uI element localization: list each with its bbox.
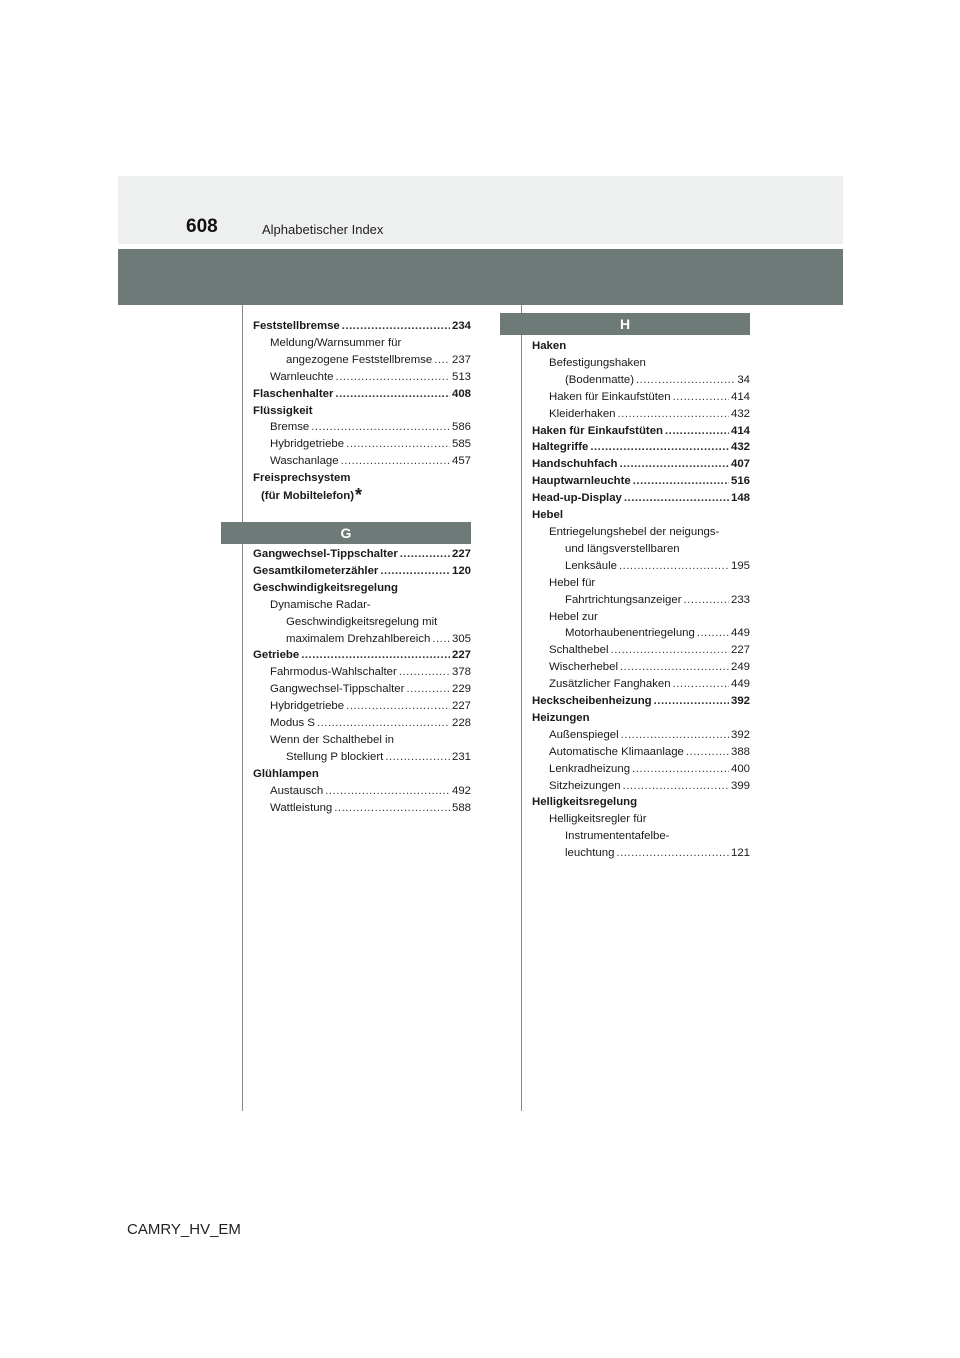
- index-page-number: 432: [730, 441, 750, 454]
- index-entry-text: Fahrmodus-Wahlschalter: [270, 666, 397, 679]
- index-entry[interactable]: [532, 389, 750, 406]
- dot-leader: [311, 419, 450, 436]
- left-column-rule: [242, 305, 243, 1111]
- dot-leader: [406, 681, 450, 698]
- index-entry[interactable]: [253, 386, 471, 403]
- index-entry-text: Freisprechsystem: [253, 472, 351, 485]
- index-entry[interactable]: [253, 715, 471, 732]
- index-entry-text: Heizungen: [532, 711, 590, 724]
- index-page-number: 392: [730, 695, 750, 708]
- index-entry[interactable]: [532, 490, 750, 507]
- index-entry-text: Sitzheizungen: [549, 779, 621, 792]
- dot-leader: [633, 473, 729, 490]
- index-entry-text: Hybridgetriebe: [270, 438, 345, 451]
- index-entry-text: Flüssigkeit: [253, 404, 313, 417]
- index-entry[interactable]: [532, 811, 750, 828]
- index-page-number: 408: [451, 387, 471, 400]
- dot-leader: [616, 845, 729, 862]
- index-entry[interactable]: [532, 338, 750, 355]
- index-page-number: 231: [451, 750, 471, 763]
- index-entry-text: Modus S: [270, 717, 315, 730]
- dot-leader: [341, 453, 450, 470]
- index-page-number: 513: [451, 370, 471, 383]
- index-entry-text: Wischerhebel: [549, 661, 619, 674]
- index-entry-text: Flaschenhalter: [253, 387, 334, 400]
- index-page-number: 227: [451, 649, 471, 662]
- index-entry-text: Schalthebel: [549, 644, 609, 657]
- index-page-number: 121: [730, 847, 750, 860]
- index-entry[interactable]: [532, 744, 750, 761]
- index-entry-text: Befestigungshaken: [549, 356, 646, 369]
- dot-leader: [342, 318, 450, 335]
- index-page-number: 400: [730, 762, 750, 775]
- dot-leader: [697, 625, 729, 642]
- index-entry-text: Handschuhfach: [532, 458, 618, 471]
- index-page-number: 407: [730, 458, 750, 471]
- index-entry[interactable]: [253, 597, 471, 614]
- index-entry[interactable]: [532, 372, 750, 389]
- index-entry[interactable]: [253, 453, 471, 470]
- index-entry-text: Außenspiegel: [549, 728, 619, 741]
- dot-leader: [346, 436, 450, 453]
- index-entry-text: Wenn der Schalthebel in: [270, 733, 394, 746]
- index-entry[interactable]: [253, 563, 471, 580]
- dot-leader: [619, 558, 729, 575]
- index-page-number: 586: [451, 421, 471, 434]
- dot-leader: [317, 715, 450, 732]
- dot-leader: [400, 546, 450, 563]
- index-page-number: 227: [730, 644, 750, 657]
- index-entry[interactable]: [532, 609, 750, 626]
- index-page-number: 249: [730, 661, 750, 674]
- index-entry-text: Warnleuchte: [270, 370, 334, 383]
- index-page-number: 392: [730, 728, 750, 741]
- index-entry[interactable]: [253, 732, 471, 749]
- index-page-number: 432: [730, 407, 750, 420]
- index-entry-text: Haken für Einkaufstüten: [532, 424, 664, 437]
- index-entry[interactable]: [532, 710, 750, 727]
- index-entry[interactable]: [532, 761, 750, 778]
- index-entry-text: Hybridgetriebe: [270, 700, 345, 713]
- index-page-number: 34: [737, 373, 750, 386]
- index-entry-text: Heckscheibenheizung: [532, 695, 652, 708]
- index-page-number: 227: [451, 700, 471, 713]
- index-entry[interactable]: [532, 794, 750, 811]
- index-entry[interactable]: [532, 439, 750, 456]
- index-entry[interactable]: [253, 580, 471, 597]
- index-entry[interactable]: [532, 355, 750, 372]
- page-number: 608: [186, 216, 218, 237]
- index-entry[interactable]: [253, 749, 471, 766]
- index-entry[interactable]: [532, 575, 750, 592]
- index-entry[interactable]: [253, 681, 471, 698]
- index-page-number: 388: [730, 745, 750, 758]
- index-entry[interactable]: [532, 659, 750, 676]
- index-page-number: 378: [451, 666, 471, 679]
- index-entry[interactable]: [532, 592, 750, 609]
- index-list-g: [253, 546, 471, 817]
- index-entry[interactable]: [532, 423, 750, 440]
- index-entry[interactable]: [253, 698, 471, 715]
- index-entry-text: Hauptwarnleuchte: [532, 475, 631, 488]
- index-entry-text: Geschwindigkeitsregelung: [253, 581, 398, 594]
- dot-leader: [665, 423, 729, 440]
- index-entry[interactable]: [253, 419, 471, 436]
- index-entry[interactable]: [532, 456, 750, 473]
- dot-leader: [618, 406, 729, 423]
- index-page-number: 457: [451, 455, 471, 468]
- index-list-f: [253, 318, 471, 487]
- index-entry-text: Waschanlage: [270, 455, 339, 468]
- index-entry-text: Entriegelungshebel der neigungs-: [549, 525, 720, 538]
- index-page-number: 233: [730, 593, 750, 606]
- dot-leader: [335, 386, 450, 403]
- dot-leader: [336, 369, 450, 386]
- index-entry-text: Kleiderhaken: [549, 407, 616, 420]
- index-entry[interactable]: [253, 352, 471, 369]
- index-entry[interactable]: [253, 335, 471, 352]
- index-entry-text: Automatische Klimaanlage: [549, 745, 684, 758]
- dot-leader: [399, 664, 450, 681]
- index-entry[interactable]: [253, 318, 471, 335]
- index-entry[interactable]: [253, 470, 471, 487]
- index-entry[interactable]: [532, 625, 750, 642]
- index-entry-text: Lenkradheizung: [549, 762, 631, 775]
- index-page-number: 195: [730, 559, 750, 572]
- index-entry-text: Bremse: [270, 421, 310, 434]
- index-entry[interactable]: [532, 473, 750, 490]
- index-entry[interactable]: [532, 406, 750, 423]
- index-page-number: 414: [730, 390, 750, 403]
- dot-leader: [673, 389, 729, 406]
- index-page-number: 227: [451, 548, 471, 560]
- index-entry-text: Meldung/Warnsummer für: [270, 336, 402, 349]
- footer-code: CAMRY_HV_EM: [127, 1221, 241, 1238]
- index-page-number: 228: [451, 717, 471, 730]
- index-page-number: 449: [730, 678, 750, 691]
- index-entry-text: Lenksäule: [565, 559, 617, 572]
- dot-leader: [636, 372, 735, 389]
- index-entry[interactable]: [253, 647, 471, 664]
- index-entry-text: Getriebe: [253, 649, 300, 662]
- index-entry[interactable]: [253, 403, 471, 420]
- index-entry-text: Instrumententafelbe-: [565, 830, 670, 843]
- index-entry[interactable]: [253, 766, 471, 783]
- index-page-number: 237: [451, 353, 471, 366]
- page-title: Alphabetischer Index: [262, 222, 384, 237]
- index-entry-text: Geschwindigkeitsregelung mit: [286, 615, 438, 628]
- index-column-left: [253, 318, 471, 505]
- index-entry-text: Motorhaubenentriegelung: [565, 627, 695, 640]
- index-entry-text: leuchtung: [565, 847, 615, 860]
- index-entry-text: Gangwechsel-Tippschalter: [270, 683, 405, 696]
- index-entry[interactable]: [532, 558, 750, 575]
- dot-leader: [623, 778, 729, 795]
- dot-leader: [611, 642, 729, 659]
- right-column-rule: [521, 305, 522, 1111]
- dot-leader: [434, 352, 450, 369]
- dot-leader: [385, 749, 450, 766]
- index-page-number: 229: [451, 683, 471, 696]
- index-entry[interactable]: [532, 828, 750, 845]
- index-entry-text: maximalem Drehzahlbereich: [286, 632, 431, 645]
- index-entry-text: Helligkeitsregler für: [549, 813, 647, 826]
- index-entry-text: Haltegriffe: [532, 441, 589, 454]
- dot-leader: [380, 563, 450, 580]
- footnote-asterisk: *: [355, 485, 363, 506]
- dot-leader: [686, 744, 729, 761]
- index-entry[interactable]: [532, 676, 750, 693]
- dot-leader: [432, 631, 450, 648]
- index-entry-text: (für Mobiltelefon): [261, 490, 355, 503]
- index-entry-text: Haken für Einkaufstüten: [549, 390, 671, 403]
- index-entry-text: Dynamische Radar-: [270, 598, 371, 611]
- index-page-number: 120: [451, 564, 471, 577]
- header-bar: [118, 249, 843, 305]
- index-entry-text: Stellung P blockiert: [286, 750, 384, 763]
- dot-leader: [301, 647, 450, 664]
- index-entry-text: Hebel: [532, 509, 564, 522]
- index-page-number: 399: [730, 779, 750, 792]
- index-entry-text: Wattleistung: [270, 801, 333, 814]
- index-entry-text: Fahrtrichtungsanzeiger: [565, 593, 682, 606]
- index-entry-sub[interactable]: [253, 487, 471, 505]
- index-entry-text: Helligkeitsregelung: [532, 796, 638, 809]
- index-entry[interactable]: [532, 507, 750, 524]
- dot-leader: [654, 693, 729, 710]
- index-page-number: 492: [451, 784, 471, 797]
- index-page-number: 148: [730, 492, 750, 505]
- index-entry[interactable]: [253, 369, 471, 386]
- index-page-number: 588: [451, 801, 471, 814]
- index-entry-text: Hebel für: [549, 576, 596, 589]
- index-entry[interactable]: [532, 727, 750, 744]
- index-page-number: 516: [730, 475, 750, 488]
- index-entry-text: Feststellbremse: [253, 320, 340, 332]
- index-page-number: 414: [730, 424, 750, 437]
- dot-leader: [624, 490, 729, 507]
- index-entry[interactable]: [253, 631, 471, 648]
- index-column-right: [532, 338, 750, 862]
- header-band: [118, 176, 843, 244]
- index-entry[interactable]: [253, 664, 471, 681]
- index-entry[interactable]: [532, 541, 750, 558]
- index-entry-text: (Bodenmatte): [565, 373, 635, 386]
- index-entry-text: angezogene Feststellbremse: [286, 353, 433, 366]
- section-header-g: G: [221, 522, 471, 544]
- index-entry[interactable]: [532, 845, 750, 862]
- dot-leader: [620, 659, 729, 676]
- dot-leader: [334, 800, 450, 817]
- index-entry-text: und längsverstellbaren: [565, 542, 680, 555]
- index-entry-text: Austausch: [270, 784, 324, 797]
- index-page-number: 449: [730, 627, 750, 640]
- index-entry[interactable]: [253, 436, 471, 453]
- index-entry[interactable]: [253, 800, 471, 817]
- index-entry[interactable]: [532, 778, 750, 795]
- index-list-h: [532, 338, 750, 862]
- dot-leader: [590, 439, 729, 456]
- index-entry[interactable]: [253, 546, 471, 563]
- index-column-left-g: [253, 546, 471, 817]
- index-entry[interactable]: [253, 783, 471, 800]
- section-header-h: H: [500, 313, 750, 335]
- index-entry-text: Gesamtkilometerzähler: [253, 564, 379, 577]
- index-entry-text: Haken: [532, 340, 567, 352]
- index-entry-text: Zusätzlicher Fanghaken: [549, 678, 671, 691]
- index-entry-text: Glühlampen: [253, 767, 319, 780]
- dot-leader: [325, 783, 450, 800]
- index-entry[interactable]: [532, 524, 750, 541]
- dot-leader: [346, 698, 450, 715]
- dot-leader: [673, 676, 729, 693]
- index-entry-text: Hebel zur: [549, 610, 598, 623]
- index-page-number: 585: [451, 438, 471, 451]
- index-entry[interactable]: [532, 642, 750, 659]
- dot-leader: [619, 456, 729, 473]
- index-entry[interactable]: [253, 614, 471, 631]
- index-entry[interactable]: [532, 693, 750, 710]
- dot-leader: [632, 761, 729, 778]
- index-page-number: 234: [451, 320, 471, 332]
- index-entry-text: Head-up-Display: [532, 492, 622, 505]
- dot-leader: [684, 592, 729, 609]
- dot-leader: [621, 727, 729, 744]
- index-entry-text: Gangwechsel-Tippschalter: [253, 548, 398, 560]
- index-page-number: 305: [451, 632, 471, 645]
